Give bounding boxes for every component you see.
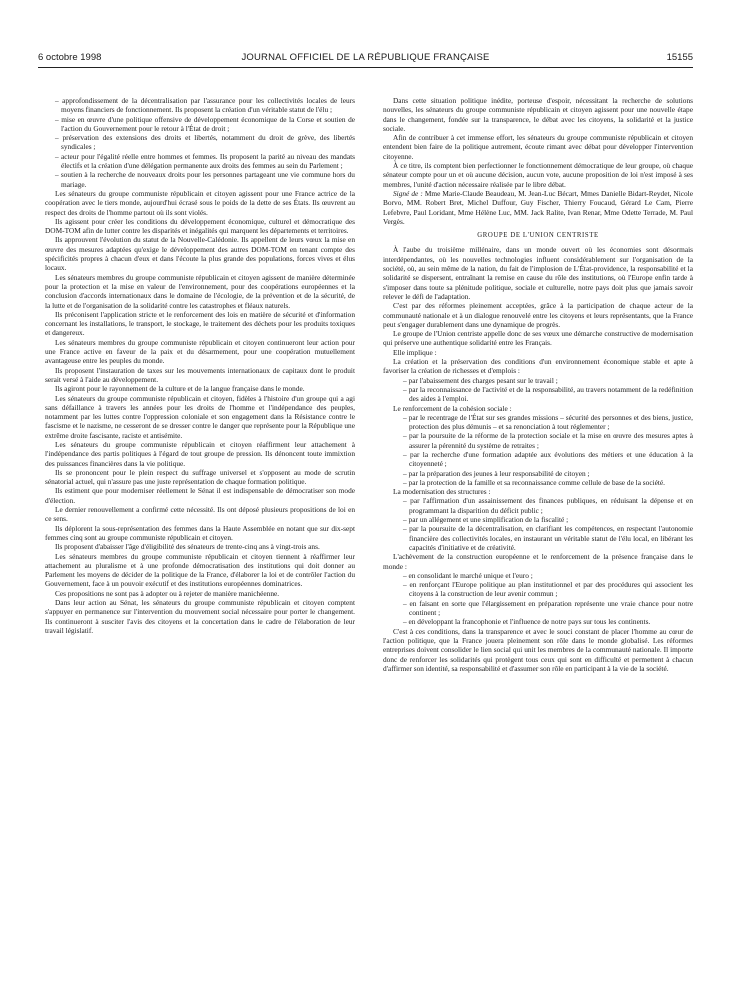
paragraph: Dans cette situation politique inédite, porteuse d'espoir, nécessitant la recherche de solutions nouvelles, les sénateurs du groupe communiste républicain et citoyen agissent pour une nouvelle étape dans le changement, fondée sur la transparence, le débat avec les citoyens, la solidarité et la justice sociale. — [383, 96, 693, 133]
paragraph: Afin de contribuer à cet immense effort, les sénateurs du groupe communiste républicain et citoyen entendent bien faire de la politique autrement, écoute rimant avec débat pour développer l'intervention citoyenne. — [383, 133, 693, 161]
paragraph: Ils estiment que pour moderniser réellement le Sénat il est indispensable de démocratiser son mode d'élection. — [45, 486, 355, 505]
paragraph: Ils préconisent l'application stricte et le renforcement des lois en matière de sécurité et d'information concernant les installations, le transport, le stockage, le traitement des déchets pour les produits toxiques et dangereux. — [45, 309, 355, 338]
paragraph: Les sénateurs du groupe communiste républicain et citoyen agissent pour une France actrice de la coopération avec le tiers monde, aujourd'hui écrasé sous le poids de la dette de ses États. Ils œuvrent au respect des droits de l'homme partout où ils sont violés. — [45, 188, 355, 217]
section-heading: GROUPE DE L'UNION CENTRISTE — [477, 232, 599, 240]
page-header — [38, 52, 693, 66]
paragraph: Ils agiront pour le rayonnement de la culture et de la langue française dans le monde. — [55, 384, 305, 394]
paragraph: C'est à ces conditions, dans la transparence et avec le souci constant de placer l'homme au cœur de l'action politique, que la France jouera pleinement son rôle dans le monde globalisé. Les réformes entreprises doivent consolider le lien social qui unit les membres de la communauté nationale. Il importe donc de renforcer les solidarités qui protègent tous ceux qui sont en difficulté et permettent à chacun d'affirmer son identité, sa responsabilité et d'assumer son rôle en participant à la vie de la société. — [383, 626, 693, 673]
paragraph: Ils approuvent l'évolution du statut de la Nouvelle-Calédonie. Ils appellent de leurs vœux la mise en œuvre des mesures adaptées qu'exige le développement des autres DOM-TOM en tenant compte des spécificités propres à chacun d'eux et dans l'écoute la plus grande des populations, forces vives et élus locaux. — [45, 235, 355, 273]
paragraph: À ce titre, ils comptent bien perfectionner le fonctionnement démocratique de leur groupe, où chaque sénateur compte pour un et où aucune décision, aucun vote, aucune proposition de loi n'est imposé à ses membres, l'unité d'action nécessaire réalisée par le libre débat. — [383, 161, 693, 189]
paragraph: Ils proposent l'instauration de taxes sur les mouvements internationaux de capitaux dont le produit serait versé à l'aide au développement. — [45, 365, 355, 384]
list-item: – par la poursuite de la réforme de la protection sociale et la mise en œuvre des mesures aptes à assurer la pérennité du système de retraites ; — [383, 431, 693, 450]
paragraph: L'achèvement de la construction européenne et le renforcement de la présence française dans le monde : — [383, 552, 693, 571]
paragraph: Ils proposent d'abaisser l'âge d'éligibilité des sénateurs de trente-cinq ans à vingt-trois ans. — [55, 542, 320, 552]
signatory-names: Mme Marie-Claude Beaudeau, M. Jean-Luc Bécart, Mmes Danielle Bidart-Reydet, Nicole Borvo, MM. Robert Bret, Michel Duffour, Guy Fischer, Thierry Foucaud, Gérard Le Cam, Pierre Lefebvre, Paul Loridant, Mme Hélène Luc, MM. Jack Ralite, Ivan Renar, Mme Odette Terrade, M. Paul Vergès. — [383, 188, 693, 226]
list-item: – par le recentrage de l'État sur ses grandes missions – sécurité des personnes et des biens, justice, protection des plus démunis – et sa renonciation à tout réglementer ; — [383, 413, 693, 432]
list-item: – acteur pour l'égalité réelle entre hommes et femmes. Ils proposent la parité au niveau des mandats électifs et la création d'une délégation permanente aux droits des femmes au sein du Parlement ; — [45, 152, 355, 171]
paragraph: Les sénateurs du groupe communiste républicain et citoyen, fidèles à l'histoire d'un groupe qui a agi sans défaillance à travers les années pour les droits de l'homme et l'indépendance des peuples, notamment par les luttes contre l'oppression coloniale et son engagement dans la Résistance contre le fascisme et le nazisme, ne cesseront de se dresser contre le danger que représente pour la République une extrême droite fascisante, raciste et antisémite. — [45, 393, 355, 440]
paragraph: Le dernier renouvellement a confirmé cette nécessité. Ils ont déposé plusieurs propositions de loi en ce sens. — [45, 505, 355, 524]
list-item: – par un allégement et une simplification de la fiscalité ; — [383, 515, 693, 524]
list-item: – par la poursuite de la décentralisation, en clarifiant les compétences, en respectant l'autonomie financière des collectivités locales, en instaurant un véritable statut de l'élu local, en libérant les capacités d'initiative et de créativité. — [383, 524, 693, 552]
header-rule — [38, 67, 693, 68]
paragraph: Ces propositions ne sont pas à adopter ou à rejeter de manière manichéenne. — [55, 588, 280, 598]
journal-title: JOURNAL OFFICIEL DE LA RÉPUBLIQUE FRANÇAISE — [241, 52, 490, 63]
proposals-list — [45, 96, 355, 189]
list-item: – par la protection de la famille et sa reconnaissance comme cellule de base de la société. — [383, 478, 693, 487]
paragraph: Dans leur action au Sénat, les sénateurs du groupe communiste républicain et citoyen comptent s'appuyer en permanence sur l'intervention du mouvement social nécessaire pour porter le changement. Ils continueront à susciter l'avis des citoyens et la concertation dans le cadre de l'élaboration de leur travail législatif. — [45, 598, 355, 635]
signatories — [383, 189, 693, 226]
paragraph: Elle implique : — [393, 347, 437, 357]
paragraph: À l'aube du troisième millénaire, dans un monde ouvert où les économies sont désormais interdépendantes, où les nouvelles technologies influent considérablement sur l'organisation de la société, où, au sein même de la nation, du fait de l'implosion de L'État-providence, la responsabilité et la solidarité se dispersent, entraînant la remise en cause du rôle des institutions, où l'Europe enfin tarde à s'imposer dans toute sa plénitude politique, sociale et culturelle, notre pays doit plus que jamais savoir relever le défi de l'adaptation. — [383, 245, 693, 301]
paragraph: Ils agissent pour créer les conditions du développement économique, culturel et démocratique des DOM-TOM afin de lutter contre les disparités et inégalités qui marquent les départements et territoires. — [45, 216, 355, 236]
paragraph: Le groupe de l'Union centriste appelle donc de ses vœux une démarche constructive de modernisation qui préserve une authentique solidarité entre les Français. — [383, 329, 693, 348]
paragraph: Les sénateurs membres du groupe communiste républicain et citoyen tiennent à réaffirmer leur attachement au pluralisme et à une profonde démocratisation des institutions qui doit donner au Parlement les moyens de décider de la politique de la France, d'élaborer la loi et de contrôler l'action du Gouvernement, face à un pouvoir exécutif et des institutions européennes dominatrices. — [45, 551, 355, 589]
europe-list — [383, 571, 693, 627]
paragraph: Les sénateurs membres du groupe communiste républicain et citoyen continueront leur action pour une France active en faveur de la paix et du désarmement, pour une coopération mutuellement avantageuse entre les peuples du monde. — [45, 337, 355, 366]
left-column — [45, 96, 355, 635]
list-item: – en renforçant l'Europe politique au plan institutionnel et par des procédures qui associent les citoyens à la construction de leur avenir commun ; — [383, 580, 693, 599]
list-item: – par la recherche d'une formation adaptée aux évolutions des métiers et une éducation à la citoyenneté ; — [383, 450, 693, 469]
list-item: – en faisant en sorte que l'élargissement en préparation représente une vraie chance pour notre continent ; — [383, 599, 693, 618]
signed-label: Signé de : — [393, 188, 423, 198]
page-number: 15155 — [666, 52, 693, 63]
paragraph: Ils déplorent la sous-représentation des femmes dans la Haute Assemblée en notant que sur dix-sept femmes cinq sont au groupe communiste républicain et citoyen. — [45, 523, 355, 542]
paragraph: Les sénateurs membres du groupe communiste républicain et citoyen agissent de manière déterminée pour la protection et la mise en valeur de l'environnement, pour des coopérations européennes et la conclusion d'accords internationaux dans le domaine de l'écologie, de la prévention et de la sécurité, de la lutte et de l'organisation de la solidarité contre les catastrophes et fléaux naturels. — [45, 272, 355, 310]
list-item: – en consolidant le marché unique et l'euro ; — [383, 571, 693, 580]
list-item: – préservation des extensions des droits et libertés, notamment du droit de grève, des libertés syndicales ; — [45, 133, 355, 152]
list-item: – soutien à la recherche de nouveaux droits pour les personnes partageant une vie commune hors du mariage. — [45, 170, 355, 189]
list-item: – en développant la francophonie et l'influence de notre pays sur tous les continents. — [383, 617, 693, 626]
list-item: – par l'abaissement des charges pesant sur le travail ; — [383, 376, 693, 385]
list-item: – par la reconnaissance de l'activité et de la responsabilité, au travers notamment de la redéfinition des aides à l'emploi. — [383, 385, 693, 404]
cohesion-list — [383, 413, 693, 487]
paragraph: Les sénateurs du groupe communiste républicain et citoyen réaffirment leur attachement à l'indépendance des partis politiques à l'égard de tout groupe de pression. Ils dénoncent toute immixtion des puissances financières dans la vie politique. — [45, 439, 355, 468]
list-item: – approfondissement de la décentralisation par l'assurance pour les collectivités locales de leurs moyens financiers de fonctionnement. Ils proposent la création d'un véritable statut de l'élu ; — [45, 96, 355, 115]
right-column — [383, 96, 693, 673]
paragraph: C'est par des réformes pleinement acceptées, grâce à la participation de chaque acteur de la communauté nationale et à un dialogue renouvelé entre les citoyens et leurs représentants, que la France peut s'engager durablement dans une dynamique de progrès. — [383, 301, 693, 329]
paragraph: Ils se prononcent pour le plein respect du suffrage universel et s'opposent au mode de scrutin sénatorial actuel, qui n'assure pas une juste représentation de chaque formation politique. — [45, 467, 355, 487]
list-item: – par la préparation des jeunes à leur responsabilité de citoyen ; — [383, 469, 693, 478]
paragraph: La création et la préservation des conditions d'un environnement économique stable et apte à favoriser la création de richesses et d'emplois : — [383, 357, 693, 376]
paragraph: La modernisation des structures : — [393, 487, 491, 497]
paragraph: Le renforcement de la cohésion sociale : — [393, 403, 512, 413]
list-item: – mise en œuvre d'une politique offensive de développement économique de la Corse et soutien de l'action du Gouvernement pour le retour à l'État de droit ; — [45, 115, 355, 134]
list-item: – par l'affirmation d'un assainissement des finances publiques, en réduisant la dépense et en programmant la disparition du déficit public ; — [383, 496, 693, 515]
employment-list — [383, 376, 693, 404]
header-date: 6 octobre 1998 — [38, 52, 102, 63]
structures-list — [383, 496, 693, 552]
